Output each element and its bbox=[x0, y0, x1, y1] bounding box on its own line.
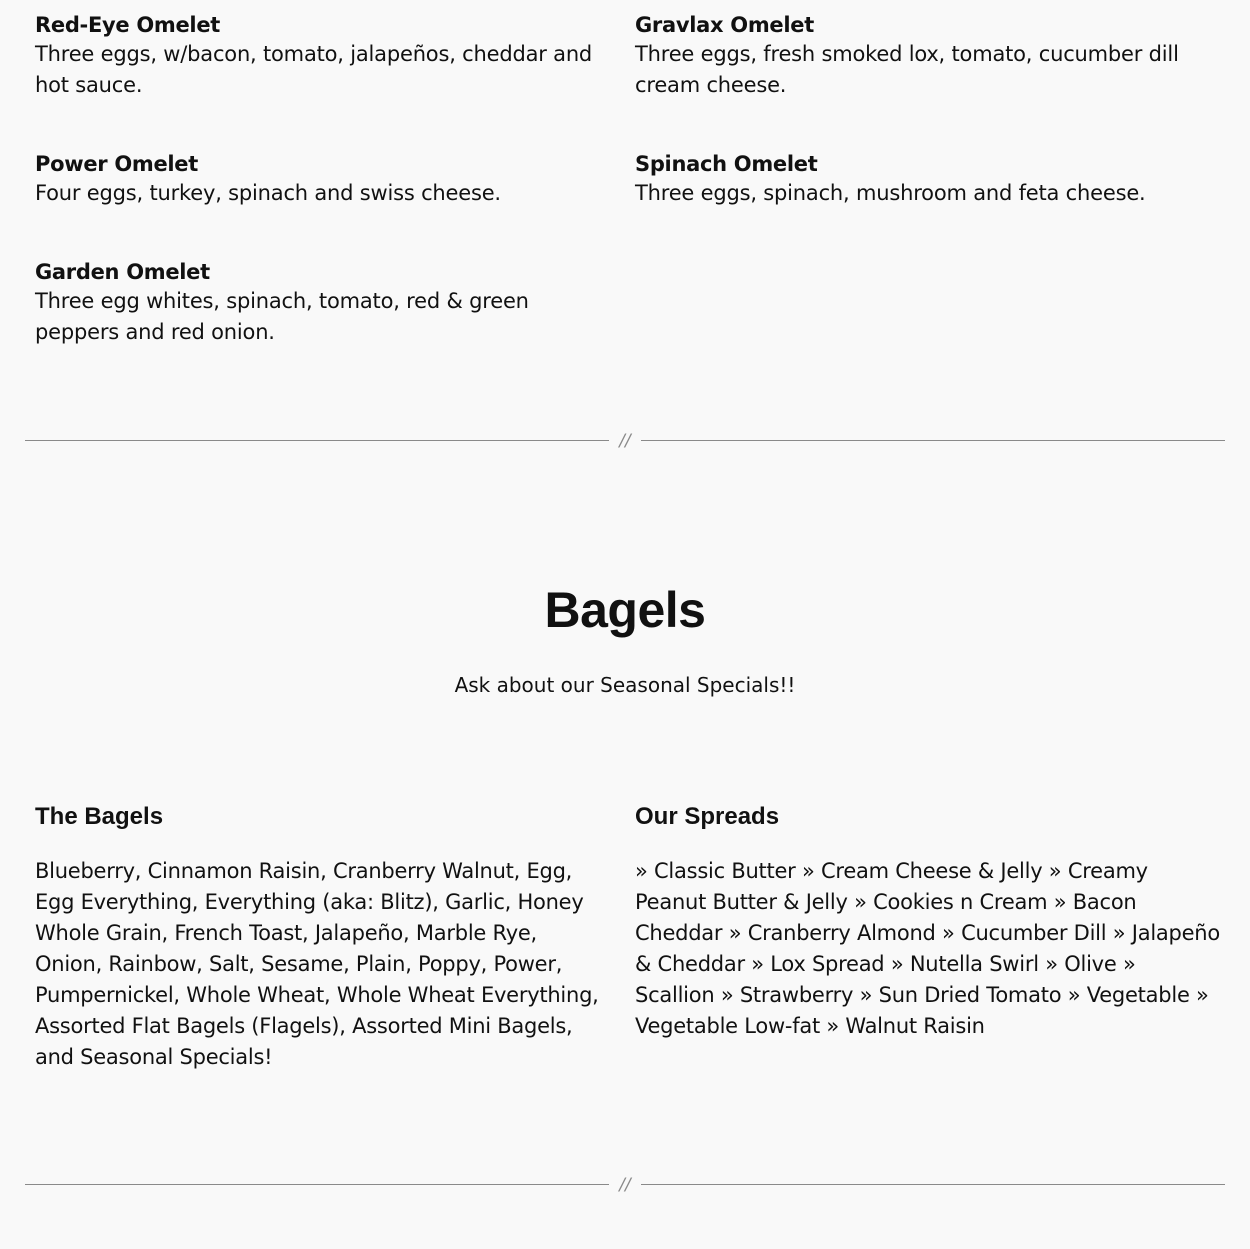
section-divider bbox=[25, 431, 1225, 451]
item-title: Red-Eye Omelet bbox=[35, 13, 221, 37]
spreads-heading: Our Spreads bbox=[635, 803, 780, 830]
item-description: Three egg whites, spinach, tomato, red & green peppers and red onion. bbox=[35, 289, 529, 344]
menu-item-spinach-omelet bbox=[635, 150, 1210, 209]
item-title: Gravlax Omelet bbox=[635, 13, 814, 37]
item-description: Four eggs, turkey, spinach and swiss cheese. bbox=[35, 181, 501, 205]
divider-line-right bbox=[641, 1184, 1225, 1185]
item-description: Three eggs, spinach, mushroom and feta cheese. bbox=[635, 181, 1146, 205]
section-divider bbox=[25, 1175, 1225, 1195]
menu-item-garden-omelet bbox=[35, 258, 580, 348]
spreads-list: » Classic Butter » Cream Cheese & Jelly » Creamy Peanut Butter & Jelly » Cookies n Cream » Bacon Cheddar » Cranberry Almond » Cucumber Dill » Jalapeño & Cheddar » Lox Spread » Nutella Swirl » Olive » Scallion » Strawberry » Sun Dried Tomato » Vegetable » Vegetable Low-fat » Walnut Raisin bbox=[635, 859, 1220, 1038]
item-title: Spinach Omelet bbox=[635, 152, 818, 176]
menu-item-gravlax-omelet bbox=[635, 11, 1210, 101]
item-title: Garden Omelet bbox=[35, 260, 210, 284]
bagels-list: Blueberry, Cinnamon Raisin, Cranberry Walnut, Egg, Egg Everything, Everything (aka: Blitz), Garlic, Honey Whole Grain, French Toast, Jalapeño, Marble Rye, Onion, Rainbow, Salt, Sesame, Plain, Poppy, Power, Pumpernickel, Whole Wheat, Whole Wheat Everything, Assorted Flat Bagels (Flagels), Assorted Mini Bagels, and Seasonal Specials! bbox=[35, 859, 599, 1069]
divider-mark: // bbox=[619, 1175, 631, 1195]
menu-item-red-eye-omelet bbox=[35, 11, 610, 101]
section-subtitle: Ask about our Seasonal Specials!! bbox=[454, 673, 796, 697]
bagels-heading: The Bagels bbox=[35, 803, 164, 830]
item-title: Power Omelet bbox=[35, 152, 198, 176]
divider-line-right bbox=[641, 440, 1225, 441]
menu-item-power-omelet bbox=[35, 150, 610, 209]
section-title: Bagels bbox=[544, 582, 706, 638]
item-description: Three eggs, fresh smoked lox, tomato, cucumber dill cream cheese. bbox=[635, 42, 1179, 97]
divider-mark: // bbox=[619, 431, 631, 451]
item-description: Three eggs, w/bacon, tomato, jalapeños, cheddar and hot sauce. bbox=[35, 42, 593, 97]
